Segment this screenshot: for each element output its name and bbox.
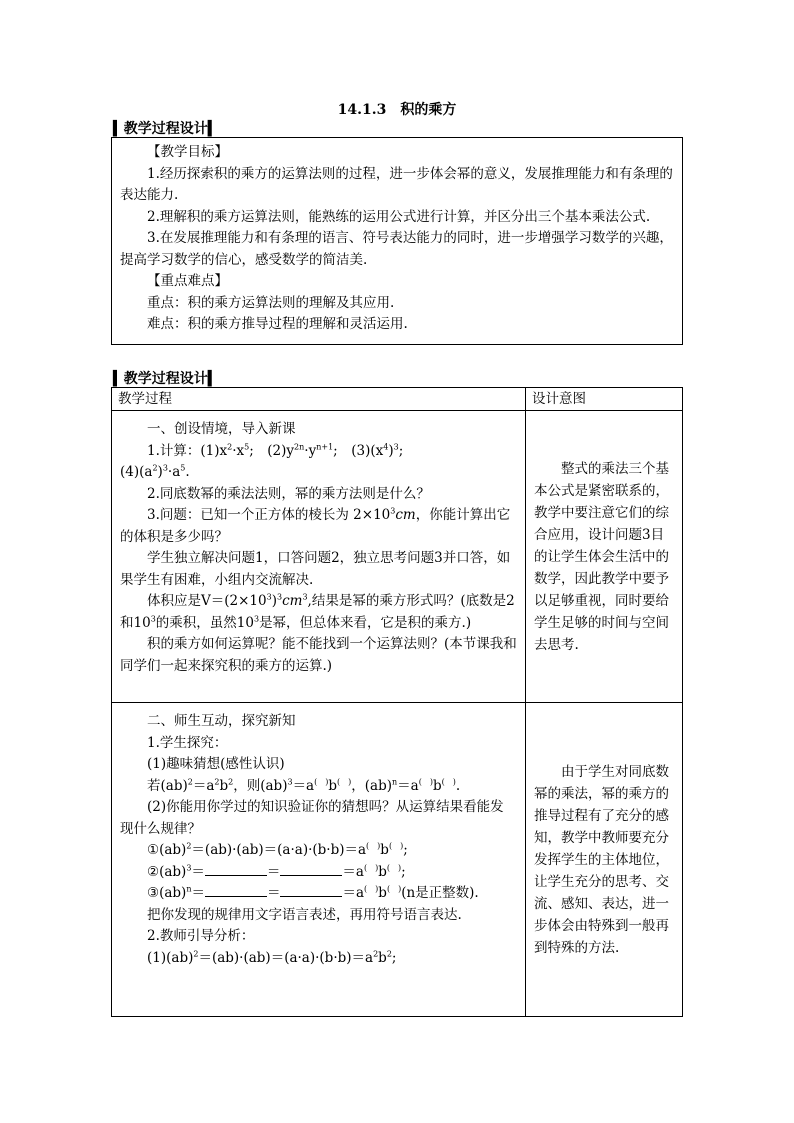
objective-item: 2.理解积的乘方运算法则，能熟练的运用公式进行计算，并区分出三个基本乘法公式.	[147, 208, 651, 225]
question-2: 2.同底数幂的乘法法则，幂的乘方法则是什么？	[147, 485, 430, 502]
express-rule: 把你发现的规律用文字语言表述，再用符号语言表达.	[147, 906, 462, 923]
verify-step-3: ③(ab)$^n$＝ ＝ ＝a( )b( )(n是正整数).	[147, 884, 479, 901]
objectives-box	[111, 137, 683, 345]
page-title: 14.1.3 积的乘方	[337, 102, 457, 118]
process-cell	[112, 703, 526, 1017]
intent-cell	[526, 411, 683, 703]
transition-text: 积的乘方如何运算呢？能不能找到一个运算法则？(本节课我和同学们一起来探究积的乘方的运算.)	[120, 636, 517, 674]
student-activity: 学生独立解决问题1，口答问题2，独立思考问题3并口答，如果学生有困难，小组内交流解决.	[120, 550, 511, 588]
section-heading: ▍教学过程设计▍	[113, 371, 219, 387]
process-table	[111, 387, 683, 1017]
guess-title: (1)趣味猜想(感性认识)	[147, 756, 285, 772]
difficulty-point: 难点：积的乘方推导过程的理解和灵活运用.	[147, 316, 408, 332]
intent-cell	[526, 703, 683, 1017]
key-points-label: 【重点难点】	[147, 273, 228, 289]
objectives-label: 【教学目标】	[147, 144, 228, 160]
key-point: 重点：积的乘方运算法则的理解及其应用.	[147, 294, 395, 311]
design-intent: 由于学生对同底数幂的乘法，幂的乘方的推导过程有了充分的感知，教学中教师要充分发挥学生的主体地位，让学生充分的思考、交流、感知、表达，进一步体会由特殊到一般再到特殊的方法.	[534, 763, 669, 956]
process-cell	[112, 411, 526, 703]
teacher-guide: 2.教师引导分析：	[147, 928, 255, 944]
volume-analysis: 体积应是$V=(2\times 10^3)^3cm^3$,结果是幂的乘方形式吗？(底数是2和$10^3$的乘积，虽然$10^3$是幂，但总体来看，它是积的乘方.)	[120, 592, 515, 631]
verify-step-1: ①(ab)$^2$＝(ab)·(ab)＝(a·a)·(b·b)＝a( )b( );	[147, 841, 408, 858]
column-header-process: 教学过程	[112, 388, 526, 411]
calc-exercise: 1.计算：$(1)x^2\cdot x^5$; $(2)y^{2n}\cdot y^{n+1}$; $(3)(x^4)^3$; $(4)(a^2)^3\cdot a^5$.	[120, 442, 404, 480]
objective-item: 1.经历探索积的乘方的运算法则的过程，进一步体会幂的意义，发展推理能力和有条理的表达能力.	[120, 165, 673, 203]
verify-question: (2)你能用你学过的知识验证你的猜想吗？从运算结果看能发现什么规律？	[120, 799, 504, 837]
guess-formula: 若$(ab)^2=a^2b^2$，则(ab)$^3$＝a( )b( )，(ab)$^n$＝a( )b( ).	[147, 777, 461, 794]
design-intent: 整式的乘法三个基本公式是紧密联系的，教学中要注意它们的综合应用，设计问题3目的让学生体会生活中的数学，因此教学中要予以足够重视，同时要给学生足够的时间与空间去思考.	[534, 460, 669, 653]
objective-item: 3.在发展推理能力和有条理的语言、符号表达能力的同时，进一步增强学习数学的兴趣，提高学习数学的信心，感受数学的简洁美.	[120, 230, 673, 268]
verify-step-2: ②(ab)$^3$＝ ＝ ＝a( )b( );	[147, 863, 406, 880]
column-header-intent: 设计意图	[526, 388, 683, 411]
step-heading: 一、创设情境，导入新课	[147, 421, 296, 437]
question-3: 3.问题：已知一个正方体的棱长为 $2\times 10^3cm$，你能计算出它的体积是多少吗？	[120, 506, 511, 545]
student-explore: 1.学生探究：	[147, 734, 228, 751]
section-heading: ▍教学过程设计▍	[113, 121, 219, 137]
guide-step-1: $(1)(ab)^2=(ab)\cdot(ab)=(a\cdot a)\cdot(b\cdot b)=a^2b^2$;	[147, 949, 397, 966]
step-heading: 二、师生互动，探究新知	[147, 713, 296, 729]
